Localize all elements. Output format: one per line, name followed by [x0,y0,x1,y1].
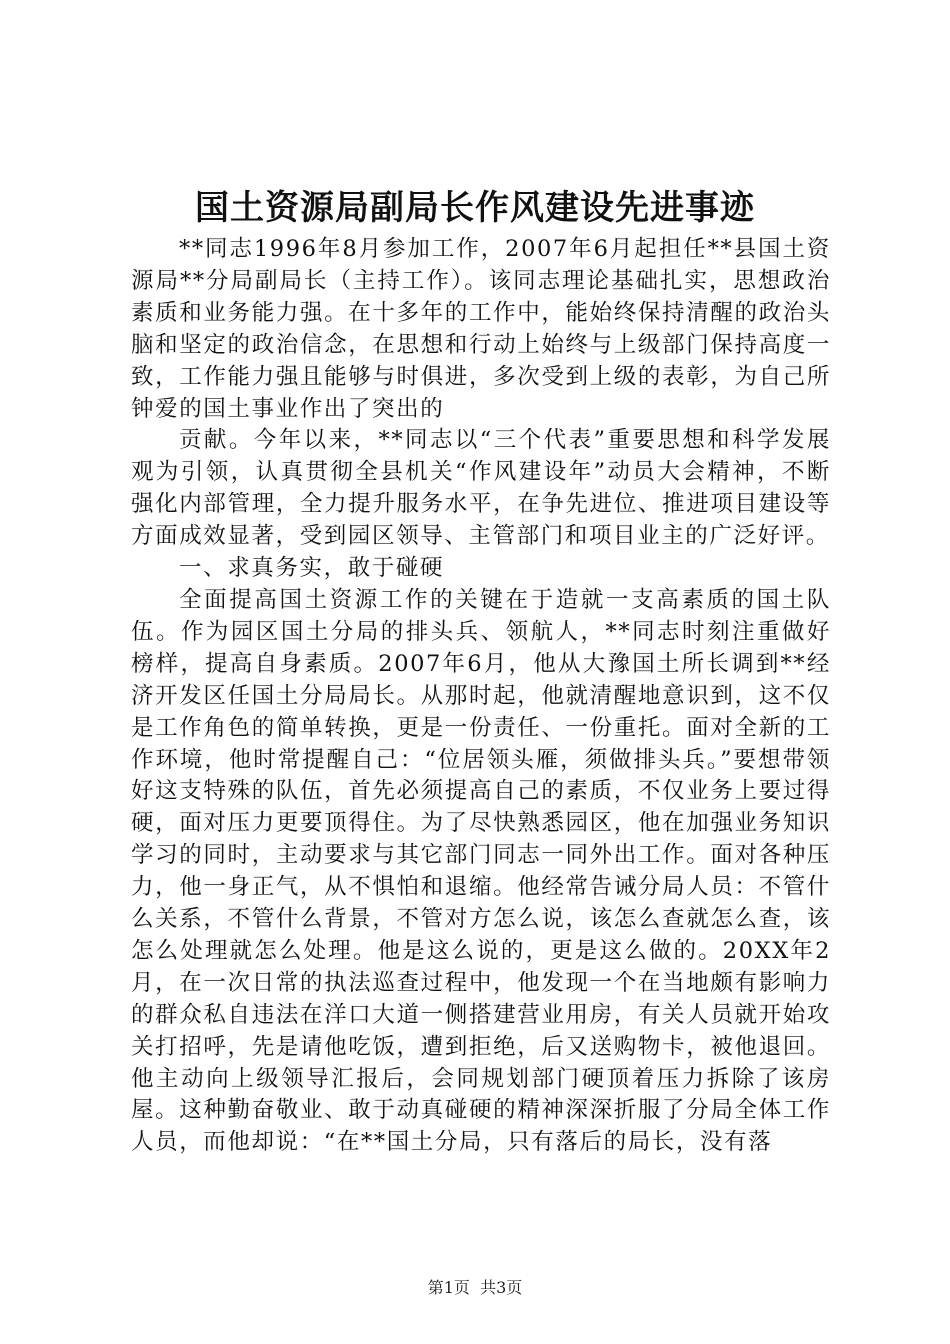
page-footer [0,1276,950,1300]
section-heading: 一、求真务实，敢于碰硬 [179,555,445,582]
page-number: 第1页 [427,1278,470,1297]
document-title: 国土资源局副局长作风建设先进事迹 [195,188,755,228]
paragraph-intro: **同志1996年8月参加工作，2007年6月起担任**县国土资源局**分局副局长（主持工作）。该同志理论基础扎实，思想政治素质和业务能力强。在十多年的工作中，能始终保持清醒的政治头脑和坚定的政治信念，在思想和行动上始终与上级部门保持高度一致，工作能力强且能够与时俱进，多次受到上级的表彰，为自己所钟爱的国土事业作出了突出的 [131,236,831,422]
paragraph-contribution: 贡献。今年以来，**同志以“三个代表”重要思想和科学发展观为引领，认真贯彻全县机关“作风建设年”动员大会精神，不断强化内部管理，全力提升服务水平，在争先进位、推进项目建设等方面成效显著，受到园区领导、主管部门和项目业主的广泛好评。 [131,427,831,550]
page-total: 共3页 [480,1278,523,1297]
document-body [131,234,831,1159]
paragraph-section-one: 全面提高国土资源工作的关键在于造就一支高素质的国土队伍。作为园区国土分局的排头兵、领航人，**同志时刻注重做好榜样，提高自身素质。2007年6月，他从大豫国土所长调到**经济开发区任国土分局局长。从那时起，他就清醒地意识到，这不仅是工作角色的简单转换，更是一份责任、一份重托。面对全新的工作环境，他时常提醒自己：“位居领头雁，须做排头兵。”要想带领好这支特殊的队伍，首先必须提高自己的素质，不仅业务上要过得硬，面对压力更要顶得住。为了尽快熟悉园区，他在加强业务知识学习的同时，主动要求与其它部门同志一同外出工作。面对各种压力，他一身正气，从不惧怕和退缩。他经常告诫分局人员：不管什么关系，不管什么背景，不管对方怎么说，该怎么查就怎么查，该怎么处理就怎么处理。他是这么说的，更是这么做的。20XX年2月，在一次日常的执法巡查过程中，他发现一个在当地颇有影响力的群众私自违法在洋口大道一侧搭建营业用房，有关人员就开始攻关打招呼，先是请他吃饭，遭到拒绝，后又送购物卡，被他退回。他主动向上级领导汇报后，会同规划部门硬顶着压力拆除了该房屋。这种勤奋敬业、敢于动真碰硬的精神深深折服了分局全体工作人员，而他却说：“在**国土分局，只有落后的局长，没有落 [131,586,831,1156]
